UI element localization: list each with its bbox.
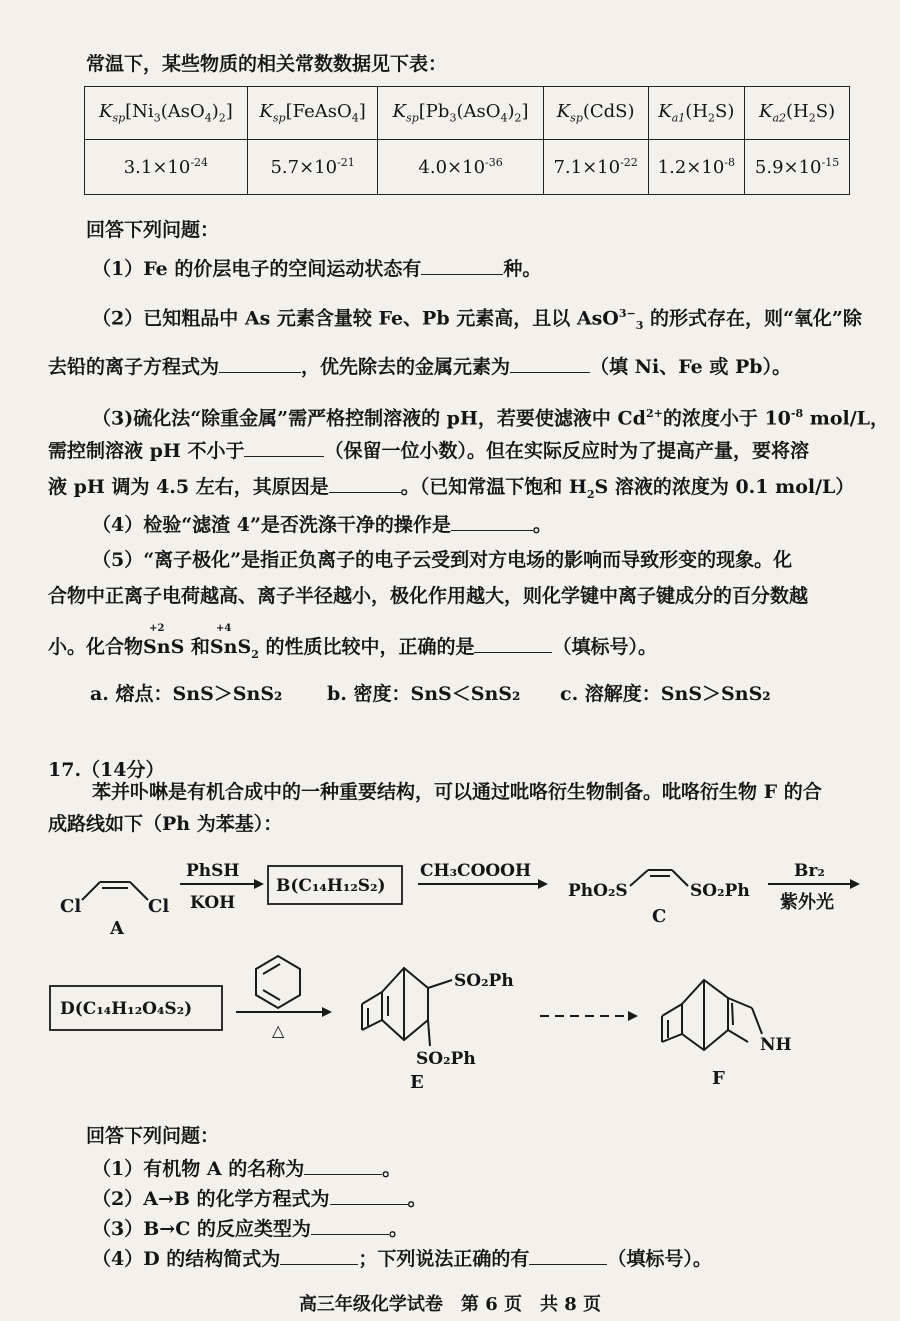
compound-b-formula: B(C₁₄H₁₂S₂) xyxy=(276,876,386,896)
q17-3 xyxy=(92,1216,408,1241)
q17-intro-line1: 苯并卟啉是有机合成中的一种重要结构，可以通过吡咯衍生物制备。吡咯衍生物 F 的合 xyxy=(92,781,822,803)
q17-2-end: 。 xyxy=(407,1188,427,1210)
q16-5-text-a: 小。化合物 xyxy=(48,636,144,658)
header-ksp-pb: $K_{sp}[Pb_3(AsO_4)_2]$ xyxy=(378,87,543,140)
q16-1-text: （1）Fe 的价层电子的空间运动状态有 xyxy=(92,258,422,280)
q16-1-end: 种。 xyxy=(503,258,542,280)
answer-blank[interactable] xyxy=(311,1216,389,1235)
sulfonyl-label: SO₂Ph xyxy=(690,881,750,901)
header-ksp-cds: $K_{sp}(CdS)$ xyxy=(543,87,648,140)
heat-symbol: △ xyxy=(272,1021,285,1040)
value-ksp-cds: $7.1\times 10^{-22}$ xyxy=(543,140,648,195)
header-ksp-ni: $K_{sp}[Ni_3(AsO_4)_2]$ xyxy=(85,87,248,140)
q17-1 xyxy=(92,1156,401,1181)
header-ka1: $K_{a1}(H_2S)$ xyxy=(648,87,745,140)
header-ksp-fe: $K_{sp}[FeAsO_4]$ xyxy=(247,87,378,140)
arrow-e-to-f xyxy=(540,1011,638,1021)
q17-4-mid: ；下列说法正确的有 xyxy=(358,1248,530,1270)
oxidation-state: +2 xyxy=(149,623,165,634)
value-ka2: $5.9\times 10^{-15}$ xyxy=(745,140,850,195)
label-c: C xyxy=(652,906,667,927)
q17-1-end: 。 xyxy=(382,1158,402,1180)
label-f: F xyxy=(712,1068,725,1089)
compound-e-structure xyxy=(362,968,514,1093)
aso3-charge: 3− xyxy=(618,307,636,320)
reagent-uv-light: 紫外光 xyxy=(780,892,834,913)
q16-3-text-d: 需控制溶液 pH 不小于 xyxy=(48,440,245,462)
value-ka1: $1.2\times 10^{-8}$ xyxy=(648,140,745,195)
q16-5-line2: 合物中正离子电荷越高、离子半径越小，极化作用越大，则化学键中离子键成分的百分数越 xyxy=(48,585,809,607)
nh-label: NH xyxy=(760,1035,792,1055)
q16-2-text-e: （填 Ni、Fe 或 Pb）。 xyxy=(590,356,792,378)
q16-3-text-h: S 溶液的浓度为 0.1 mol/L） xyxy=(594,476,855,498)
q16-3-text-f: 液 pH 调为 4.5 左右，其原因是 xyxy=(48,476,329,498)
q16-5-text-c: （填标号）。 xyxy=(552,636,657,658)
q16-3-text-e: （保留一位小数）。但在实际反应时为了提高产量，要将溶 xyxy=(324,440,809,462)
q17-4-text: （4）D 的结构简式为 xyxy=(92,1248,281,1270)
answer-blank[interactable] xyxy=(529,1246,607,1265)
oxidation-state: +4 xyxy=(216,623,232,634)
cd-charge: 2+ xyxy=(645,407,663,420)
arrow-b-to-c xyxy=(418,861,548,889)
q17-4-end: （填标号）。 xyxy=(607,1248,712,1270)
answer-blank[interactable] xyxy=(280,1246,358,1265)
sulfonyl-label: SO₂Ph xyxy=(416,1049,476,1069)
q16-2-text-d: ，优先除去的金属元素为 xyxy=(301,356,511,378)
label-a: A xyxy=(110,918,124,939)
q17-1-text: （1）有机物 A 的名称为 xyxy=(92,1158,305,1180)
reagent-bromine: Br₂ xyxy=(794,861,825,881)
answer-blank[interactable] xyxy=(330,1186,408,1205)
q16-2-text-a: （2）已知粗品中 As 元素含量较 Fe、Pb 元素高，且以 AsO xyxy=(92,307,619,330)
option-a: a. 熔点：SnS＞SnS₂ xyxy=(90,683,283,705)
q17-2 xyxy=(92,1186,427,1211)
reagent-koh: KOH xyxy=(190,893,236,913)
compound-f-structure xyxy=(662,980,792,1089)
q16-2-text-b: 的形式存在，则“氧化”除 xyxy=(643,307,862,330)
q17-answer-prompt: 回答下列问题： xyxy=(86,1125,220,1147)
q17-intro-line2: 成路线如下（Ph 为苯基）： xyxy=(48,813,283,835)
compound-a-structure xyxy=(60,882,169,939)
value-ksp-pb: $4.0\times 10^{-36}$ xyxy=(378,140,543,195)
sns2-text: S xyxy=(237,636,252,658)
q17-3-text: （3）B→C 的反应类型为 xyxy=(92,1218,311,1240)
q16-3-text-g: 。（已知常温下饱和 H xyxy=(400,476,587,498)
reagent-peracetic-acid: CH₃COOOH xyxy=(420,861,532,881)
q16-answer-prompt: 回答下列问题： xyxy=(86,219,220,241)
q16-3-text-a: （3)硫化法“除重金属”需严格控制溶液的 pH，若要使滤液中 Cd xyxy=(92,407,646,430)
sulfonyl-label: PhO₂S xyxy=(568,881,628,901)
option-c: c. 溶解度：SnS＞SnS₂ xyxy=(560,683,771,705)
q16-3-text-c: mol/L， xyxy=(803,407,890,430)
arrow-c-to-d xyxy=(768,861,860,913)
table-intro: 常温下，某些物质的相关常数数据见下表： xyxy=(86,53,448,75)
cyclohexadiene-structure xyxy=(256,956,300,1008)
q17-2-text: （2）A→B 的化学方程式为 xyxy=(92,1188,330,1210)
q16-2-text-c: 去铅的离子方程式为 xyxy=(48,356,220,378)
label-e: E xyxy=(410,1072,424,1093)
q16-5-text-b: 的性质比较中，正确的是 xyxy=(258,636,475,658)
q16-4-end: 。 xyxy=(532,514,552,536)
arrow-d-to-e xyxy=(236,1007,332,1040)
chlorine-label: Cl xyxy=(60,896,82,917)
q16-5-line1: （5）“离子极化”是指正负离子的电子云受到对方电场的影响而导致形变的现象。化 xyxy=(92,549,793,571)
sn-symbol: Sn xyxy=(209,636,238,658)
q17-title: 17.（14分） xyxy=(48,759,165,781)
header-ka2: $K_{a2}(H_2S)$ xyxy=(745,87,850,140)
compound-d-formula: D(C₁₄H₁₂O₄S₂) xyxy=(60,999,193,1019)
q16-3-text-b: 的浓度小于 10 xyxy=(662,407,791,430)
sns-text: S 和 xyxy=(170,636,210,658)
exponent: -8 xyxy=(790,407,804,420)
sns2-subscript: 2 xyxy=(251,647,259,661)
reagent-phsh: PhSH xyxy=(186,861,240,881)
option-b: b. 密度：SnS＜SnS₂ xyxy=(327,683,521,705)
page-footer: 高三年级化学试卷 第 6 页 共 8 页 xyxy=(298,1294,602,1315)
value-ksp-ni: $3.1\times 10^{-24}$ xyxy=(85,140,248,195)
arrow-a-to-b xyxy=(180,861,264,913)
q17-4 xyxy=(92,1246,712,1271)
answer-blank[interactable] xyxy=(304,1156,382,1175)
compound-c-structure xyxy=(568,870,750,927)
value-ksp-fe: $5.7\times 10^{-21}$ xyxy=(247,140,378,195)
q16-4-text: （4）检验“滤渣 4”是否洗涤干净的操作是 xyxy=(92,514,451,536)
q17-3-end: 。 xyxy=(388,1218,408,1240)
h2s-subscript: 2 xyxy=(586,487,595,501)
aso3-subscript: 3 xyxy=(635,319,644,333)
sulfonyl-label: SO₂Ph xyxy=(454,971,514,991)
sn-symbol: Sn xyxy=(143,636,171,658)
chlorine-label: Cl xyxy=(148,896,170,917)
